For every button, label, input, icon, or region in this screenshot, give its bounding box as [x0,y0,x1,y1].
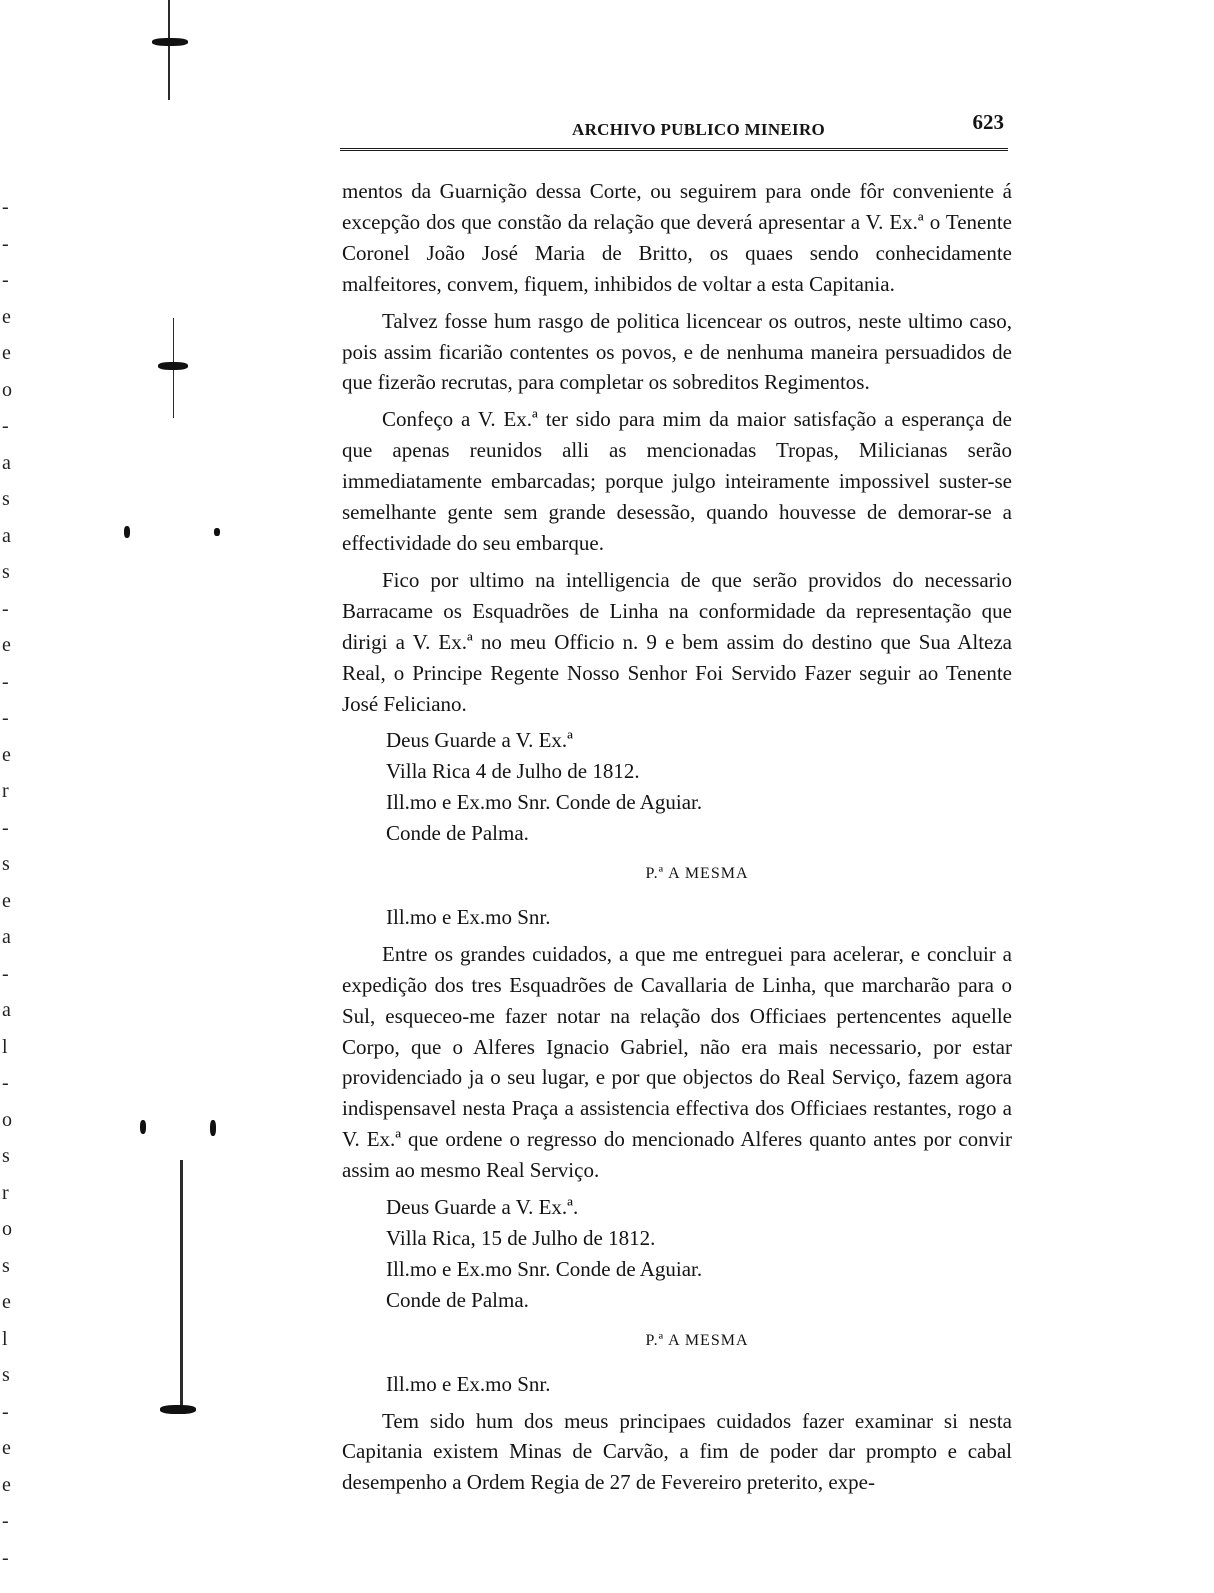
paragraph: mentos da Guarnição dessa Corte, ou seguirem para onde fôr conveniente á excepção dos que constão da relação que deverá apresentar a V. Ex.ª o Tenente Coronel João José Maria de Britto, os quaes sendo conhecidamente malfeitores, convem, fiquem, inhibidos de voltar a esta Capitania. [342,179,1012,296]
margin-letter: e [2,1291,11,1313]
margin-letter: - [2,707,9,729]
closing-line: Conde de Palma. [386,821,529,846]
margin-letter: e [2,889,11,912]
margin-letter: - [2,670,9,693]
gutter-mark [152,38,188,46]
margin-letter: - [2,269,9,291]
closing-block [342,725,1012,849]
margin-letter: - [2,962,9,985]
document-body [342,176,1012,1498]
gutter-mark [214,528,220,536]
margin-letter: s [2,1254,10,1277]
closing-block [342,1192,1012,1316]
margin-letter: s [2,853,10,875]
closing-line: Villa Rica, 15 de Julho de 1812. [386,1226,656,1250]
closing-line: Ill.mo e Ex.mo Snr. Conde de Aguiar. [386,790,703,815]
margin-letter: o [2,1218,12,1240]
margin-letter: - [2,1072,9,1094]
margin-letter: r [2,780,9,802]
margin-letter: e [2,342,11,364]
margin-letter: - [2,597,9,620]
margin-letter: - [2,1546,9,1569]
margin-letter: a [2,926,11,948]
gutter-mark [160,1405,196,1414]
closing-line: Deus Guarde a V. Ex.ª [386,728,573,753]
margin-letter: o [2,378,12,401]
margin-letter: e [2,305,11,328]
gutter-mark [210,1120,216,1136]
salutation: Ill.mo e Ex.mo Snr. [386,1371,551,1396]
margin-letter: - [2,415,9,437]
binding-margin [0,0,30,1593]
header-rule [340,148,1008,151]
margin-letter: e [2,634,11,656]
margin-letter: a [2,524,11,547]
gutter-rule-top [168,0,170,100]
salutation: Ill.mo e Ex.mo Snr. [386,904,551,929]
margin-letter: l [2,1327,8,1350]
gutter-mark [124,526,130,538]
section-heading: P.ª A MESMA [645,1331,749,1349]
section-heading: P.ª A MESMA [645,865,749,883]
paragraph: Fico por ultimo na intelligencia de que serão providos do necessario Barracame os Esquadrões de Linha na conformidade da representação que dirigi a V. Ex.ª no meu Officio n. 9 e bem assim do destino que Sua Alteza Real, o Principe Regente Nosso Senhor Foi Servido Fazer seguir ao Tenente José Feliciano. [342,567,1012,716]
paragraph: Talvez fosse hum rasgo de politica licencear os outros, neste ultimo caso, pois assim ficarião contentes os povos, e de nenhuma maneira persuadidos de que fizerão recrutas, para completar os sobreditos Regimentos. [342,308,1012,395]
margin-letter: s [2,561,10,583]
margin-letter: e [2,1473,11,1496]
margin-letter: a [2,451,11,474]
margin-letter: - [2,1510,9,1532]
margin-letter: e [2,743,11,766]
margin-letter: - [2,232,9,255]
closing-line: Deus Guarde a V. Ex.ª. [386,1195,579,1220]
margin-letter: - [2,816,9,839]
margin-letter: s [2,1145,10,1167]
margin-letter: s [2,488,10,510]
margin-letter: s [2,1364,10,1386]
margin-letter: o [2,1108,12,1131]
gutter-mark [140,1120,146,1134]
margin-letter: l [2,1035,8,1058]
running-head: ARCHIVO PUBLICO MINEIRO [572,120,826,139]
paragraph: Tem sido hum dos meus principaes cuidados fazer examinar si nesta Capitania existem Minas de Carvão, a fim de poder dar prompto e cabal desempenho a Ordem Regia de 27 de Fevereiro preterito, expe- [342,1408,1012,1495]
page-number: 623 [972,110,1004,134]
paragraph: Confeço a V. Ex.ª ter sido para mim da maior satisfação a esperança de que apenas reunidos alli as mencionadas Tropas, Milicianas serão immediatamente embarcadas; porque julgo inteiramente impossivel suster-se semelhante gente sem grande desessão, quando houvesse de demorar-se a effectividade do seu embarque. [342,407,1012,555]
margin-letter: e [2,1437,11,1459]
gutter-rule-lower [180,1160,183,1405]
margin-letter: - [2,196,9,218]
paragraph: Entre os grandes cuidados, a que me entreguei para acelerar, e concluir a expedição dos tres Esquadrões de Cavallaria de Linha, que marcharão para o Sul, esqueceo-me fazer notar na relação dos Officiaes pertencentes aquelle Corpo, que o Alferes Ignacio Gabriel, não era mais necessario, por estar providenciado ja o seu lugar, e por que objectos do Real Serviço, fazem agora indispensavel nesta Praça a assistencia effectiva dos Officiaes restantes, rogo a V. Ex.ª que ordene o regresso do mencionado Alferes quanto antes por convir assim ao mesmo Real Serviço. [342,941,1012,1183]
margin-letter: - [2,1400,9,1423]
margin-letter: r [2,1181,9,1204]
closing-line: Conde de Palma. [386,1287,529,1312]
gutter-mark [158,362,188,370]
closing-line: Ill.mo e Ex.mo Snr. Conde de Aguiar. [386,1256,703,1281]
margin-letter: a [2,999,11,1021]
page-header [340,108,1010,158]
closing-line: Villa Rica 4 de Julho de 1812. [386,759,640,784]
